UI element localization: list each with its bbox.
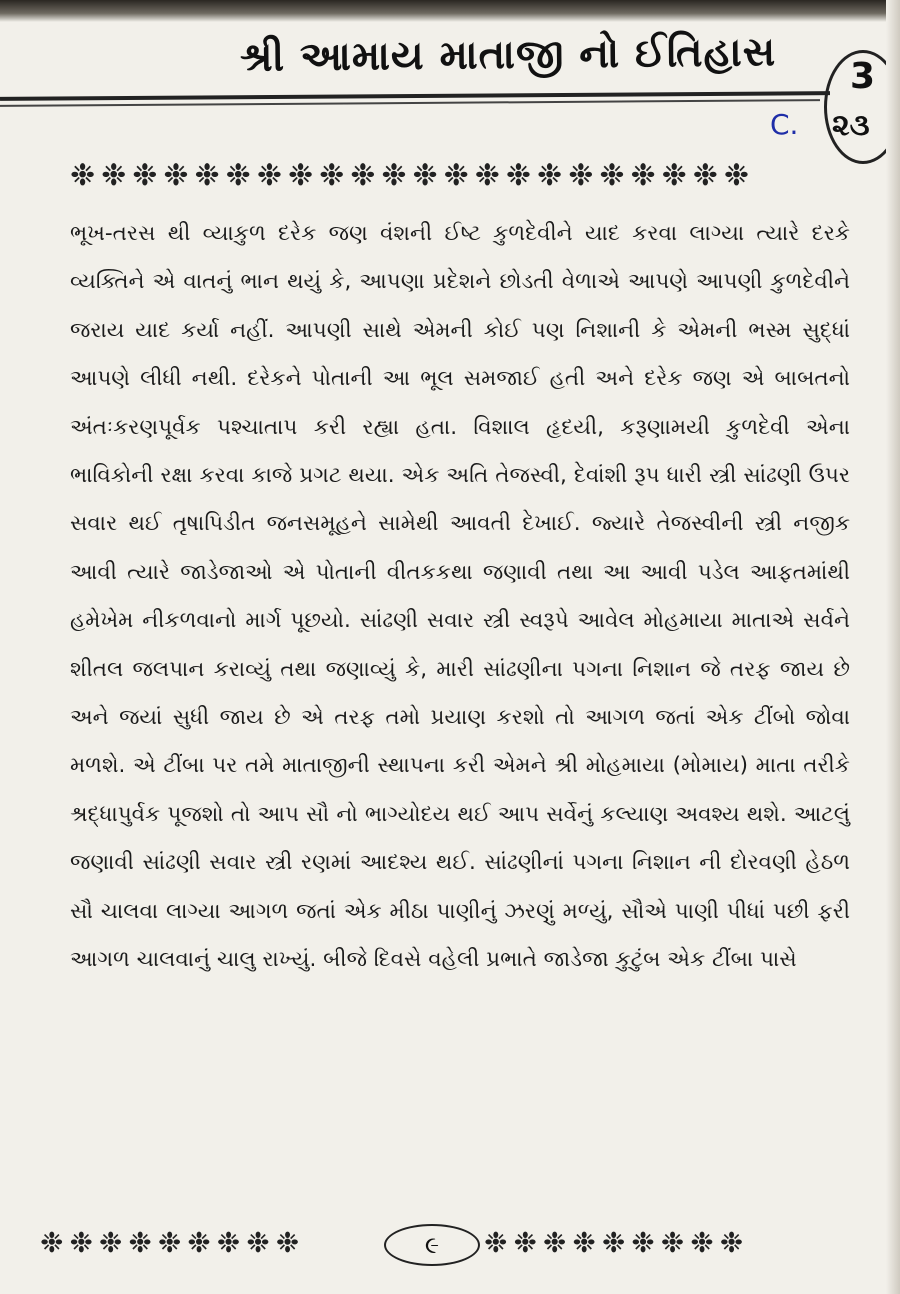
ornament-divider-top: ❉❉❉❉❉❉❉❉❉❉❉❉❉❉❉❉❉❉❉❉❉❉ <box>70 158 756 193</box>
page-title: શ્રી આમાય માતાજી નો ઈતિહાસ <box>239 29 777 81</box>
footer-page-number: ૯ <box>384 1224 480 1266</box>
corner-number-top: 3 <box>850 56 876 97</box>
body-paragraph: ભૂખ-તરસ થી વ્યાકુળ દરેક જણ વંશની ઈષ્ટ કુળદેવીને યાદ કરવા લાગ્યા ત્યારે દરકે વ્યક્તિને એ વાતનું ભાન થયું કે, આપણા પ્રદેશને છોડતી વેળાએ આપણે આપણી કુળદેવીને જરાય યાદ કર્યા નહીં. આપણી સાથે એમની કોઈ પણ નિશાની કે એમની ભસ્મ સુદ્ધાં આપણે લીધી નથી. દરેકને પોતાની આ ભૂલ સમજાઈ હતી અને દરેક જણ એ બાબતનો અંતઃકરણપૂર્વક પશ્ચાતાપ કરી રહ્યા હતા. વિશાલ હૃદયી, કરૂણામયી કુળદેવી એના ભાવિકોની રક્ષા કરવા કાજે પ્રગટ થયા. એક અતિ તેજસ્વી, દેવાંશી રૂપ ધારી સ્ત્રી સાંઢણી ઉપર સવાર થઈ તૃષાપિડીત જનસમૂહને સામેથી આવતી દેખાઈ. જ્યારે તેજસ્વીની સ્ત્રી નજીક આવી ત્યારે જાડેજાઓ એ પોતાની વીતકકથા જણાવી તથા આ આવી પડેલ આફતમાંથી હમેખેમ નીકળવાનો માર્ગ પૂછયો. સાંઢણી સવાર સ્ત્રી સ્વરૂપે આવેલ મોહમાયા માતાએ સર્વને શીતલ જલપાન કરાવ્યું તથા જણાવ્યું કે, મારી સાંઢણીના પગના નિશાન જે તરફ જાય છે અને જયાં સુધી જાય છે એ તરફ તમો પ્રયાણ કરશો તો આગળ જતાં એક ટીંબો જોવા મળશે. એ ટીંબા પર તમે માતાજીની સ્થાપના કરી એમને શ્રી મોહમાયા (મોમાય) માતા તરીકે શ્રદ્ધાપુર્વક પૂજશો તો આપ સૌ નો ભાગ્યોદય થઈ આપ સર્વેનું કલ્યાણ અવશ્ય થશે. આટલું જણાવી સાંઢણી સવાર સ્ત્રી રણમાં આદશ્ય થઈ. સાંઢણીનાં પગના નિશાન ની દોરવણી હેઠળ સૌ ચાલવા લાગ્યા આગળ જતાં એક મીઠા પાણીનું ઝરણું મળ્યું, સૌએ પાણી પીધાં પછી ફરી આગળ ચાલવાનું ચાલુ રાખ્યું. બીજે દિવસે વહેલી પ્રભાતે જાડેજા કુટુંબ એક ટીંબા પાસે <box>70 221 850 973</box>
ornament-divider-footer-left: ❉❉❉❉❉❉❉❉❉ <box>40 1226 306 1259</box>
page-footer <box>40 1222 860 1268</box>
title-underline-secondary <box>0 99 820 107</box>
ornament-divider-footer-right: ❉❉❉❉❉❉❉❉❉ <box>484 1226 750 1259</box>
corner-number-bottom: ૨૩ <box>832 108 870 143</box>
title-band <box>0 22 900 102</box>
page-edge-shadow <box>886 0 900 1294</box>
handwritten-note: C. <box>770 108 799 141</box>
page-top-shadow <box>0 0 900 22</box>
body-text <box>70 210 850 985</box>
